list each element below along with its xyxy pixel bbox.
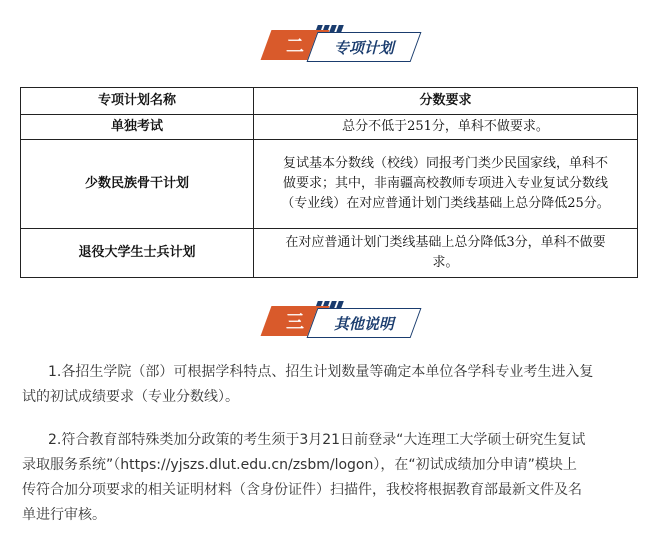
section-title: 专项计划	[333, 38, 394, 57]
section-title: 其他说明	[333, 314, 394, 333]
section-header-special-plans	[228, 22, 438, 66]
table-row	[21, 140, 638, 229]
note-line: 2.符合教育部特殊类加分政策的考生须于3月21日前登录“大连理工大学硕士研究生复试	[48, 432, 586, 448]
note-paragraph-2	[22, 428, 642, 528]
section-number-badge: 二	[261, 30, 330, 60]
section-header-other-notes	[228, 298, 438, 342]
plan-name-cell: 单独考试	[21, 115, 254, 140]
stripes-decoration	[316, 20, 346, 30]
header-plan-name: 专项计划名称	[21, 88, 254, 115]
table-row	[21, 115, 638, 140]
header-score-requirement: 分数要求	[254, 88, 638, 115]
section-number-badge: 三	[261, 306, 330, 336]
plan-name-cell: 少数民族骨干计划	[21, 140, 254, 229]
requirement-cell: 在对应普通计划门类线基础上总分降低3分，单科不做要求。	[254, 229, 638, 278]
plan-name-cell: 退役大学生士兵计划	[21, 229, 254, 278]
requirement-cell: 复试基本分数线（校线）同报考门类少民国家线，单科不做要求；其中，非南疆高校教师专项进入专业复试分数线（专业线）在对应普通计划门类线基础上总分降低25分。	[254, 140, 638, 229]
note-line: 传符合加分项要求的相关证明材料（含身份证件）扫描件，我校将根据教育部最新文件及名	[22, 482, 582, 498]
note-line: 录取服务系统”（https://yjszs.dlut.edu.cn/zsbm/logon），在“初试成绩加分申请”模块上	[22, 457, 577, 473]
table-row	[21, 229, 638, 278]
note-paragraph-1	[22, 360, 642, 410]
note-line: 1.各招生学院（部）可根据学科特点、招生计划数量等确定本单位各学科专业考生进入复	[48, 364, 594, 380]
section-title-box	[307, 32, 422, 62]
requirement-cell: 总分不低于251分，单科不做要求。	[254, 115, 638, 140]
note-line: 试的初试成绩要求（专业分数线）。	[22, 389, 239, 405]
stripes-decoration	[316, 296, 346, 306]
special-plan-table	[20, 87, 638, 278]
note-line: 单进行审核。	[22, 507, 106, 523]
table-header-row	[21, 88, 638, 115]
section-title-box	[307, 308, 422, 338]
